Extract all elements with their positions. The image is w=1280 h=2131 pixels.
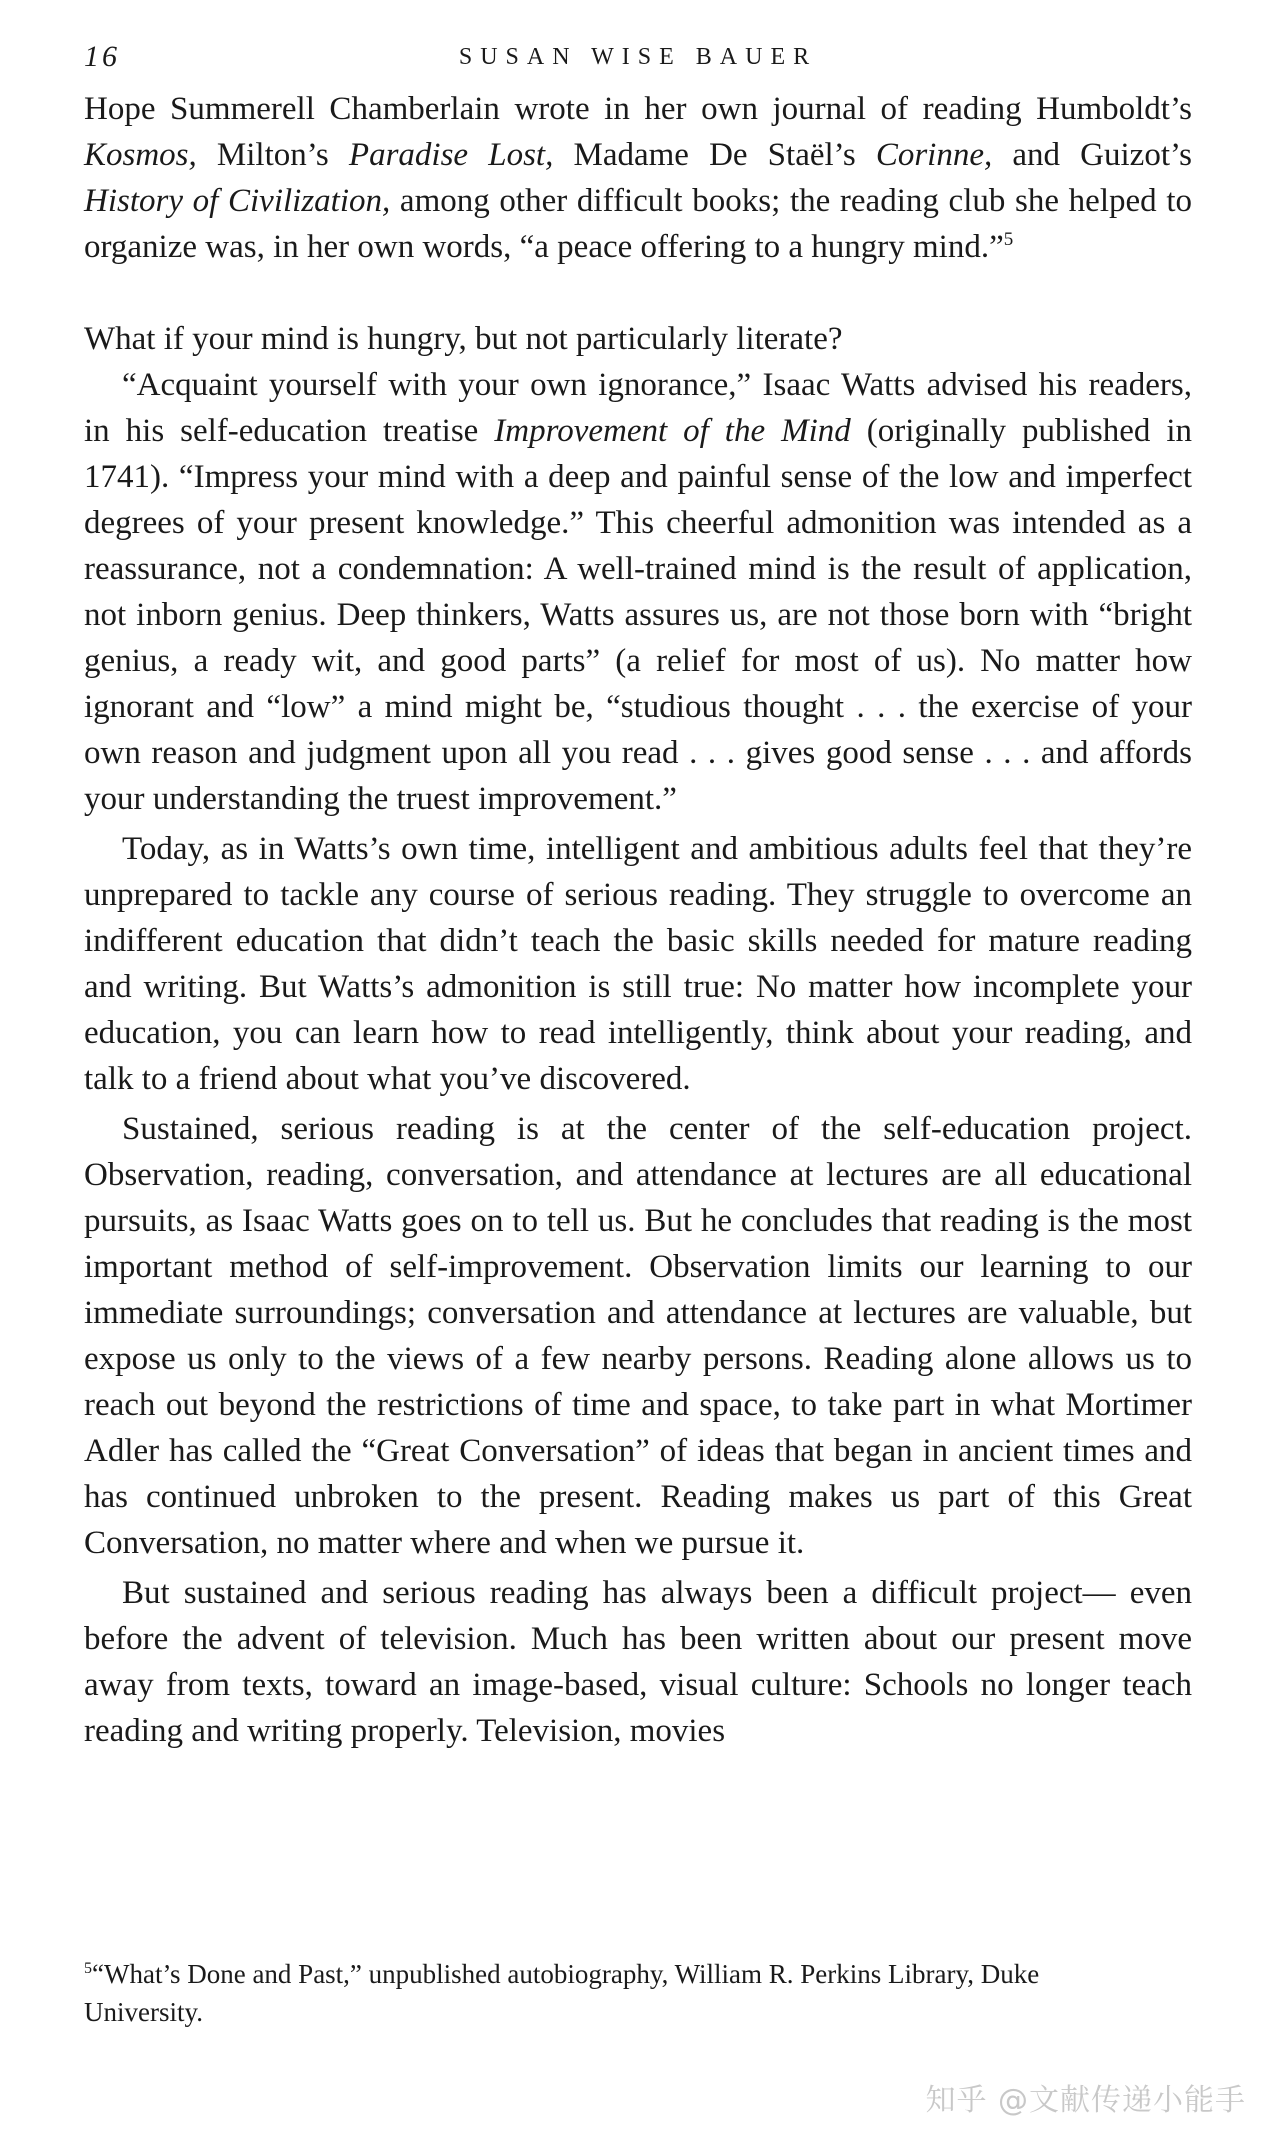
text-run: Milton’s <box>196 137 349 173</box>
book-title-improvement-of-the-mind: Improvement of the Mind <box>494 413 851 449</box>
paragraph-3 <box>84 362 1192 822</box>
footnote-reference: 5 <box>1003 229 1014 250</box>
text-run: among other difficult books; the reading club she helped to organize was, in her own words, “a peace offering to a hungry mind.” <box>84 183 1192 265</box>
book-title-history-of-civilization: History of Civilization, <box>84 183 391 219</box>
page-header <box>84 36 1192 86</box>
book-page <box>84 36 1192 1754</box>
footnote-marker: 5 <box>84 1960 92 1977</box>
text-run: “Acquaint yourself with your own ignorance,” Isaac Watts advised his readers, in his self-education treatise <box>84 367 1192 449</box>
paragraph-2: What if your mind is hungry, but not particularly literate? <box>84 321 843 357</box>
running-head: SUSAN WISE BAUER <box>458 44 818 70</box>
text-run: and Guizot’s <box>992 137 1192 173</box>
book-title-corinne: Corinne, <box>875 137 993 173</box>
footnote-text: “What’s Done and Past,” unpublished autobiography, William R. Perkins Library, Duke University. <box>84 1959 1040 2027</box>
paragraph-5: Sustained, serious reading is at the center of the self-education project. Observation, reading, conversation, and attendance at lectures are all educational pursuits, as Isaac Watts goes on to tell us. But he concludes that reading is the most important method of self-improvement. Observation limits our learning to our immediate surroundings; conversation and attendance at lectures are valuable, but expose us only to the views of a few nearby persons. Reading alone allows us to reach out beyond the restrictions of time and space, to take part in what Mortimer Adler has called the “Great Conversation” of ideas that began in ancient times and has continued unbroken to the present. Reading makes us part of this Great Conversation, no matter where and when we pursue it. <box>84 1111 1192 1561</box>
paragraph-4: Today, as in Watts’s own time, intelligent and ambitious adults feel that they’re unprepared to tackle any course of serious reading. They struggle to overcome an indifferent education that didn’t teach the basic skills needed for mature reading and writing. But Watts’s admonition is still true: No matter how incomplete your education, you can learn how to read intelligently, think about your reading, and talk to a friend about what you’ve discovered. <box>84 831 1192 1097</box>
book-title-paradise-lost: Paradise Lost, <box>348 137 554 173</box>
text-run: (originally published in 1741). “Impress your mind with a deep and painful sense of the low and imperfect degrees of your present knowledge.” This cheerful admonition was intended as a reassurance, not a condemnation: A well-trained mind is the result of application, not inborn genius. Deep thinkers, Watts assures us, are not those born with “bright genius, a ready wit, and good parts” (a relief for most of us). No matter how ignorant and “low” a mind might be, “studious thought . . . the exercise of your own reason and judgment upon all you read . . . gives good sense . . . and affords your understanding the truest improvement.” <box>84 413 1192 817</box>
paragraph-6: But sustained and serious reading has always been a difficult project— even before the advent of television. Much has been written about our present move away from texts, toward an image-based, visual culture: Schools no longer teach reading and writing properly. Television, movies <box>84 1575 1192 1749</box>
footnote <box>84 1955 1144 2031</box>
paragraph-1 <box>84 86 1192 270</box>
text-run: Madame De Staël’s <box>553 137 876 173</box>
text-run: Hope Summerell Chamberlain wrote in her own journal of reading Humboldt’s <box>84 91 1192 127</box>
body-text <box>84 86 1192 1754</box>
page-number: 16 <box>84 40 120 73</box>
book-title-kosmos: Kosmos, <box>84 137 197 173</box>
watermark: 知乎 @文献传递小能手 <box>925 2083 1246 2118</box>
